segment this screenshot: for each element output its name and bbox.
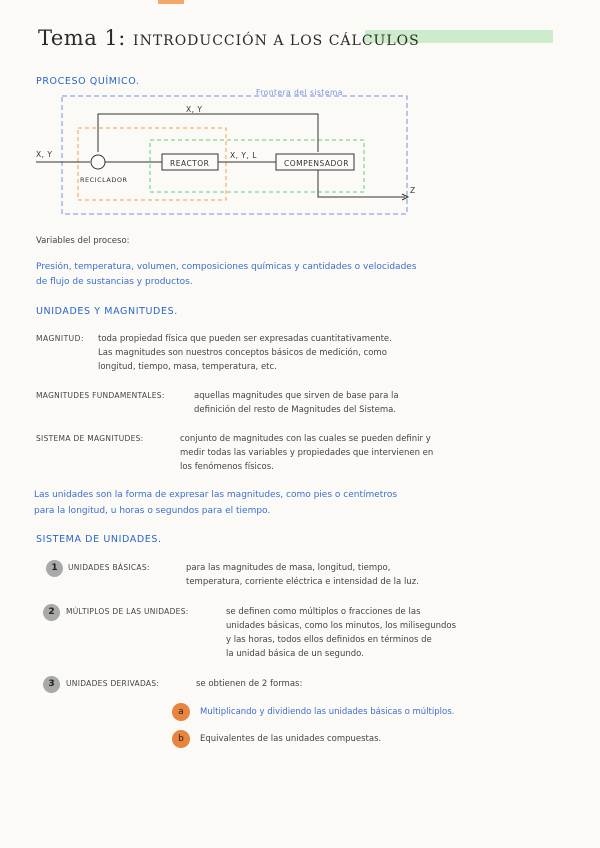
item-1-line-1: para las magnitudes de masa, longitud, tiempo, <box>186 563 391 573</box>
process-diagram <box>0 82 600 222</box>
magnitud-label: MAGNITUD: <box>36 334 84 343</box>
item-3-badge: 3 <box>43 676 60 693</box>
variables-line2: de flujo de sustancias y productos. <box>36 277 193 287</box>
heading-sistema: SISTEMA DE UNIDADES. <box>36 534 162 545</box>
title-tema: Tema 1: <box>38 26 126 50</box>
item-3-label: UNIDADES DERIVADAS: <box>66 679 160 688</box>
variables-label: Variables del proceso: <box>36 236 130 246</box>
magnitud-line-2: Las magnitudes son nuestros conceptos básicos de medición, como <box>98 348 387 358</box>
sistema-magnitudes-line-1: conjunto de magnitudes con las cuales se pueden definir y <box>180 434 431 444</box>
magnitud-line-1: toda propiedad física que pueden ser expresadas cuantitativamente. <box>98 334 392 344</box>
top-accent-bar <box>158 0 184 4</box>
sub-a-badge: a <box>172 703 190 721</box>
fundamentales-line-2: definición del resto de Magnitudes del Sistema. <box>194 405 397 415</box>
item-2-line-1: se definen como múltiplos o fracciones de las <box>226 607 421 617</box>
sub-b-text: Equivalentes de las unidades compuestas. <box>200 734 382 744</box>
sub-b-badge: b <box>172 730 190 748</box>
heading-proceso: PROCESO QUÍMICO. <box>36 76 140 87</box>
sistema-magnitudes-line-2: medir todas las variables y propiedades que intervienen en <box>180 448 434 458</box>
item-2-badge: 2 <box>43 604 60 621</box>
unidades-blue-line-2: para la longitud, u horas o segundos para el tiempo. <box>34 506 271 516</box>
item-1-line-2: temperatura, corriente eléctrica e intensidad de la luz. <box>186 577 419 587</box>
item-1-label: UNIDADES BÁSICAS: <box>68 563 150 572</box>
label-frontera: Frontera del sistema <box>256 88 343 97</box>
item-1-badge: 1 <box>46 560 63 577</box>
fundamentales-label: MAGNITUDES FUNDAMENTALES: <box>36 391 165 400</box>
label-xy-in: X, Y <box>36 150 53 159</box>
unidades-blue-line-1: Las unidades son la forma de expresar las magnitudes, como pies o centímetros <box>34 490 398 500</box>
sistema-magnitudes-label: SISTEMA DE MAGNITUDES: <box>36 434 144 443</box>
label-reactor: REACTOR <box>170 159 210 168</box>
label-xy-top: X, Y <box>186 105 203 114</box>
heading-unidades: UNIDADES Y MAGNITUDES. <box>36 306 178 317</box>
page-title <box>38 26 420 50</box>
title-rest: INTRODUCCIÓN A LOS CÁLCULOS <box>133 33 420 49</box>
item-3-line-1: se obtienen de 2 formas: <box>196 679 303 689</box>
label-z: Z <box>410 186 416 195</box>
variables-line1: Presión, temperatura, volumen, composiciones químicas y cantidades o velocidades <box>36 262 417 272</box>
item-2-line-4: la unidad básica de un segundo. <box>226 649 364 659</box>
label-xyl: X, Y, L <box>230 151 257 160</box>
label-compensador: COMPENSADOR <box>284 159 349 168</box>
label-reciclador: RECICLADOR <box>80 176 128 184</box>
sub-a-text: Multiplicando y dividiendo las unidades básicas o múltiplos. <box>200 707 455 717</box>
sistema-magnitudes-line-3: los fenómenos físicos. <box>180 462 274 472</box>
magnitud-line-3: longitud, tiempo, masa, temperatura, etc. <box>98 362 277 372</box>
fundamentales-line-1: aquellas magnitudes que sirven de base para la <box>194 391 399 401</box>
item-2-line-2: unidades básicas, como los minutos, los milisegundos <box>226 621 457 631</box>
item-2-line-3: y las horas, todos ellos definidos en términos de <box>226 635 432 645</box>
item-2-label: MÚLTIPLOS DE LAS UNIDADES: <box>66 607 189 616</box>
mixer-circle <box>91 155 105 169</box>
